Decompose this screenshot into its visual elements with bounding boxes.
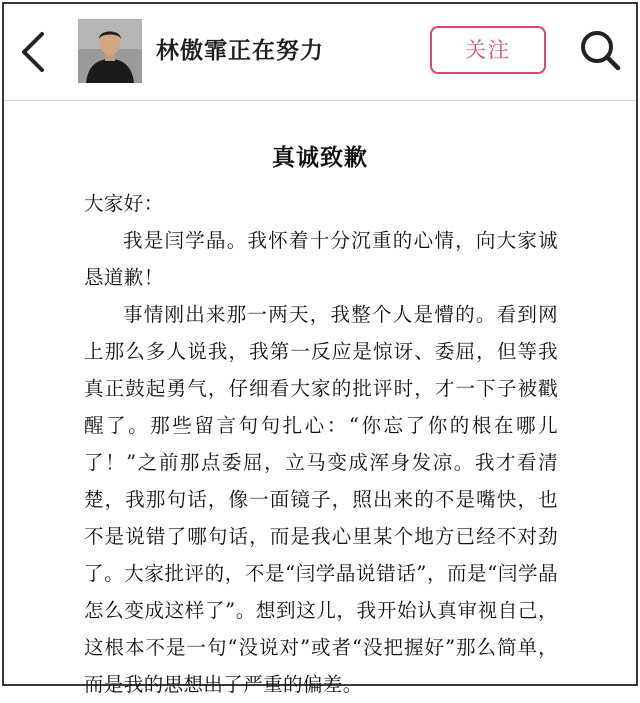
article-greeting: 大家好： — [84, 192, 164, 215]
follow-button[interactable]: 关注 — [430, 26, 546, 74]
search-button[interactable] — [578, 28, 622, 72]
back-button[interactable] — [16, 30, 52, 74]
article-content — [4, 101, 636, 696]
avatar[interactable] — [78, 19, 142, 83]
article-body — [84, 185, 558, 703]
avatar-photo-icon — [78, 19, 142, 83]
article-paragraph: 我是闫学晶。我怀着十分沉重的心情，向大家诚恳道歉！ — [84, 229, 558, 289]
user-name[interactable]: 林傲霏正在努力 — [156, 38, 324, 64]
chevron-left-icon — [16, 30, 52, 74]
app-frame — [2, 2, 638, 696]
article-paragraph: 事情刚出来那一两天，我整个人是懵的。看到网上那么多人说我，我第一反应是惊讶、委屈，但等我真正鼓起勇气，仔细看大家的批评时，才一下子被戳醒了。那些留言句句扎心：“你忘了你的根在哪儿了！”之前那点委屈，立马变成浑身发凉。我才看清楚，我那句话，像一面镜子，照出来的不是嘴快，也不是说错了哪句话，而是我心里某个地方已经不对劲了。大家批评的，不是“闫学晶说错话”，而是“闫学晶怎么变成这样了”。想到这儿，我开始认真审视自己，这根本不是一句“没说对”或者“没把握好”那么简单，而是我的思想出了严重的偏差。 — [84, 303, 558, 696]
top-bar — [4, 4, 636, 101]
article-title: 真诚致歉 — [272, 144, 368, 171]
search-icon — [578, 28, 622, 72]
